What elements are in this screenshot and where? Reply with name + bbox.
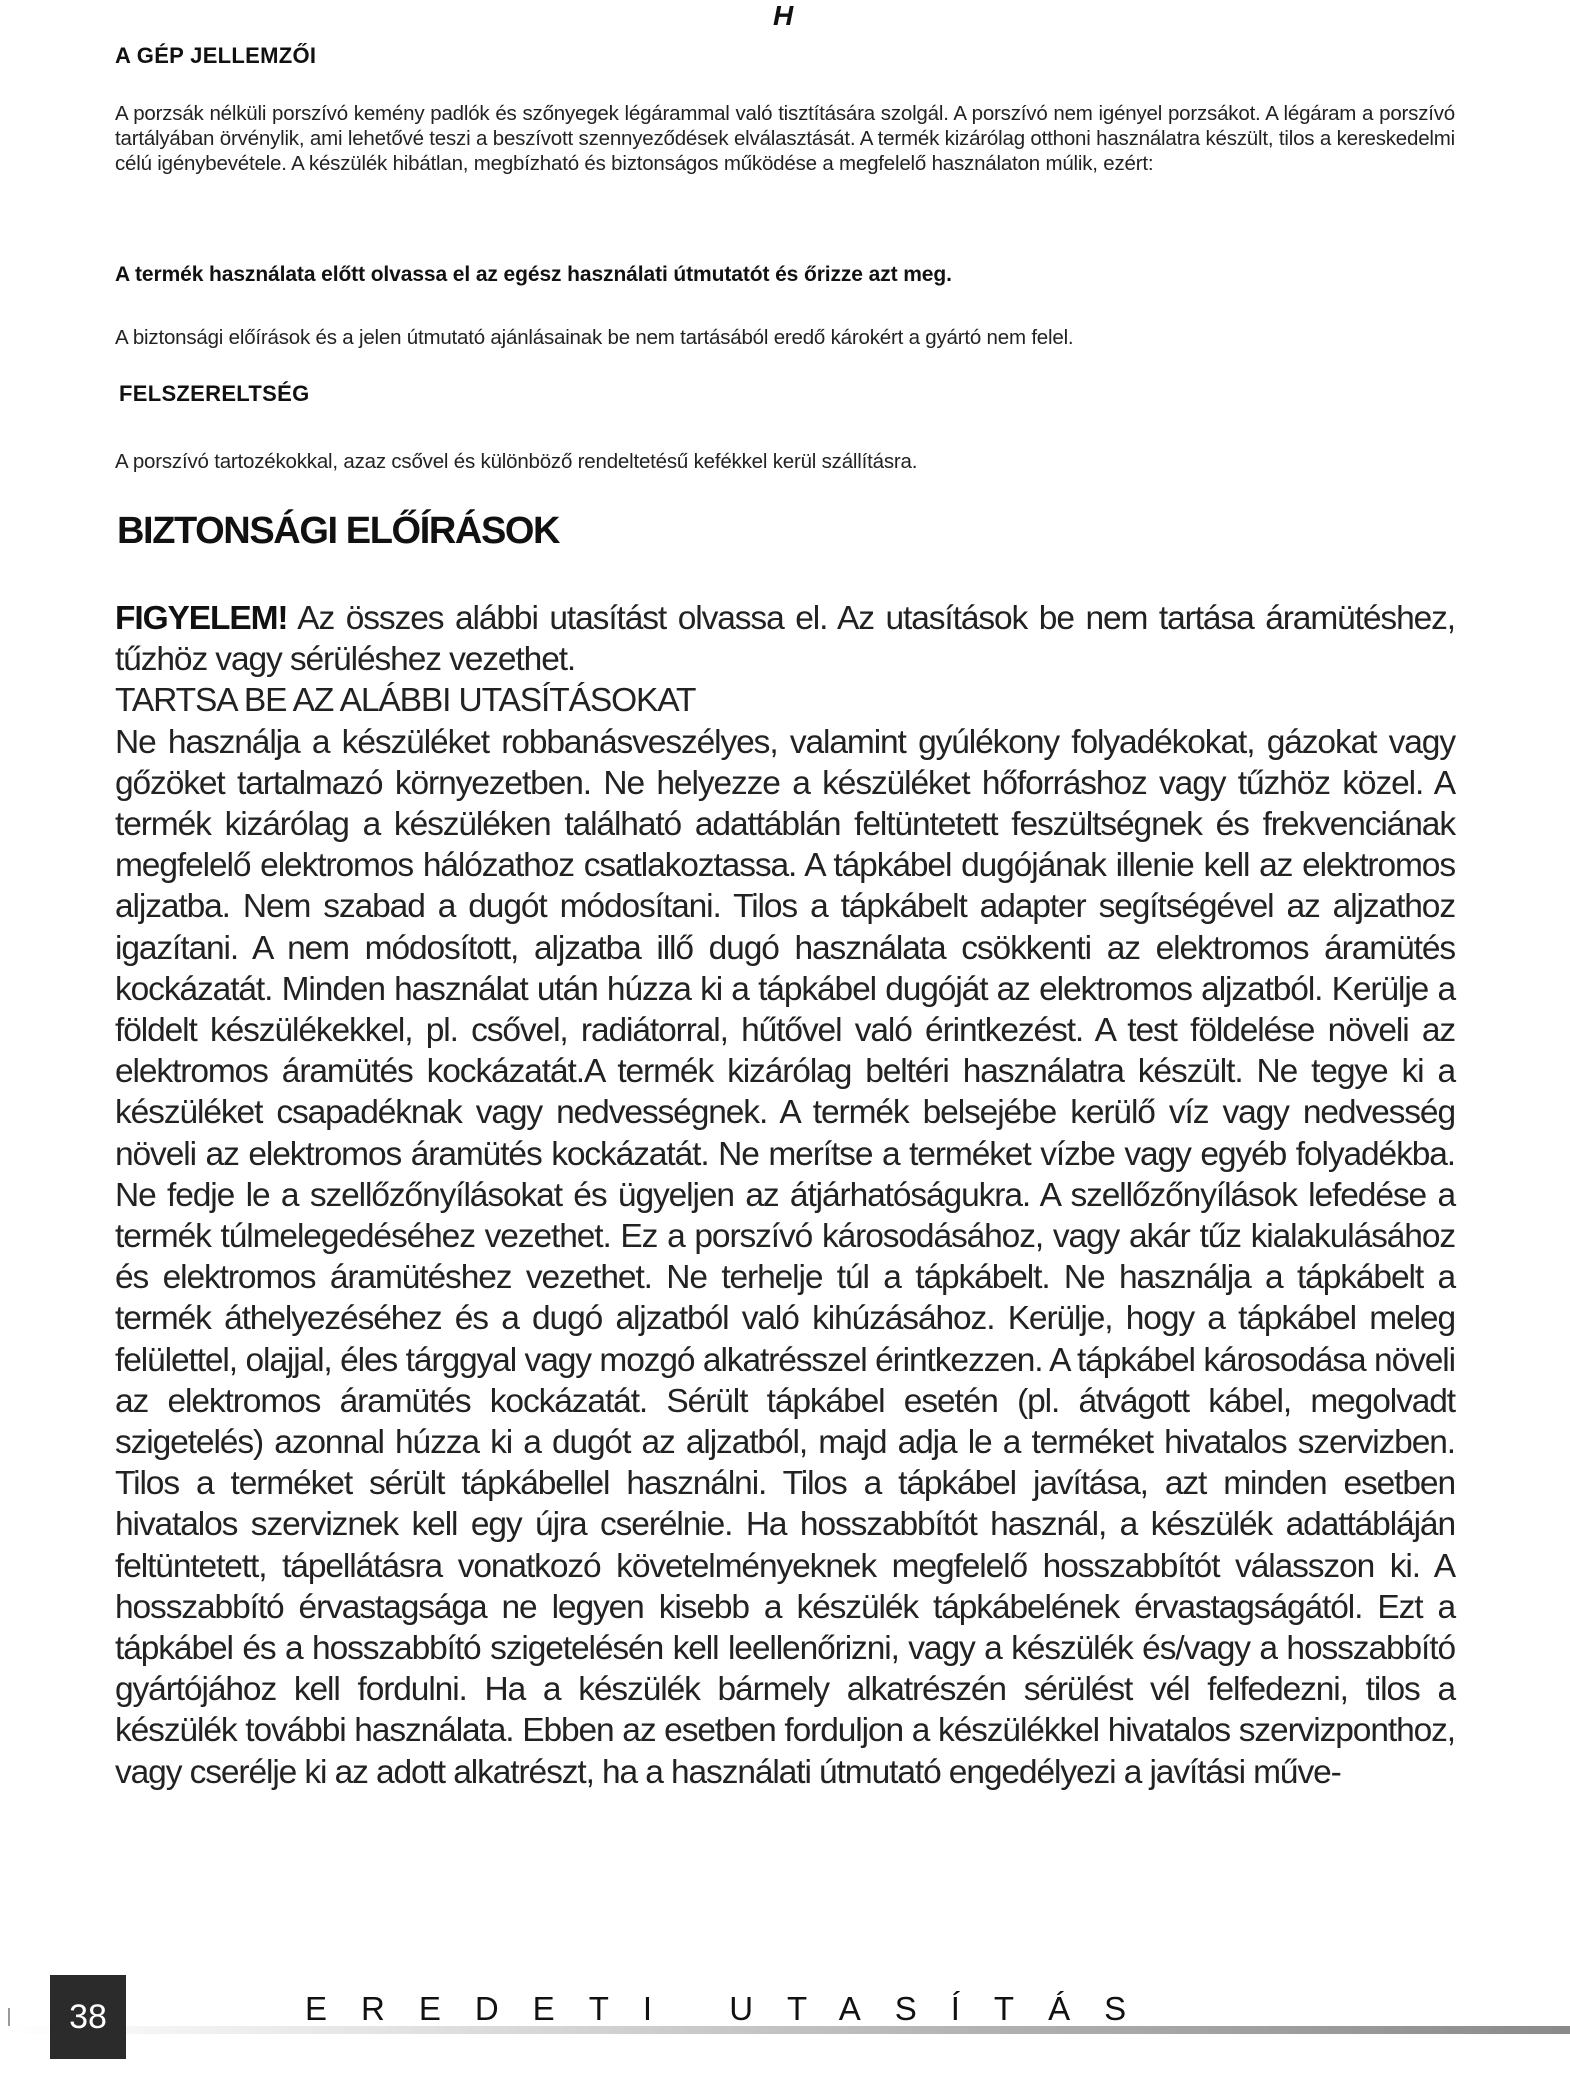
safety-title: BIZTONSÁGI ELŐÍRÁSOK: [117, 510, 560, 552]
footer-margin-mark: [8, 2008, 10, 2028]
warning-label: FIGYELEM!: [115, 600, 288, 637]
equipment-paragraph: A porszívó tartozékokkal, azaz csővel és különböző rendeltetésű kefékkel kerül szállításra.: [115, 450, 918, 473]
read-manual-note: A termék használata előtt olvassa el az egész használati útmutatót és őrizze azt meg.: [115, 263, 952, 286]
safety-text-block: [115, 598, 1455, 1793]
language-code: H: [773, 0, 794, 31]
warning-text: Az összes alábbi utasítást olvassa el. Az utasítások be nem tartása áramütéshez, tűzhöz vagy sérüléshez vezethet.: [115, 600, 1455, 679]
keep-instructions-heading: TARTSA BE AZ ALÁBBI UTASÍTÁSOKAT: [115, 682, 696, 720]
features-paragraph: A porzsák nélküli porszívó kemény padlók és szőnyegek légárammal való tisztítására szolgál. A porszívó nem igényel porzsákot. A légáram a porszívó tartályában örvénylik, ami lehetővé teszi a beszívott szennyeződések elválasztását. A termék kizárólag otthoni használatra készült, tilos a kereskedelmi célú igénybevétele. A készülék hibátlan, megbízható és biztonságos működése a megfelelő használaton múlik, ezért:: [115, 102, 1455, 175]
footer-running-text: EREDETI UTASÍTÁS: [305, 1990, 1161, 2027]
features-title: A GÉP JELLEMZŐI: [115, 43, 317, 68]
equipment-title: FELSZERELTSÉG: [119, 381, 310, 406]
liability-paragraph: A biztonsági előírások és a jelen útmutató ajánlásainak be nem tartásából eredő károkért a gyártó nem felel.: [115, 326, 1074, 349]
safety-body: Ne használja a készüléket robbanásveszélyes, valamint gyúlékony folyadékokat, gázokat vagy gőzöket tartalmazó környezetben. Ne helyezze a készüléket hőforráshoz vagy tűzhöz közel. A termék kizárólag a készüléken található adattáblán feltüntetett feszültségnek és frekvenciának megfelelő elektromos hálózathoz csatlakoztassa. A tápkábel dugójának illenie kell az elektromos aljzatba. Nem szabad a dugót módosítani. Tilos a tápkábelt adapter segítségével az aljzathoz igazítani. A nem módosított, aljzatba illő dugó használata csökkenti az elektromos áramütés kockázatát. Minden használat után húzza ki a tápkábel dugóját az elektromos aljzatból. Kerülje a földelt készülékekkel, pl. csővel, radiátorral, hűtővel való érintkezést. A test földelése növeli az elektromos áramütés kockázatát.A termék kizárólag beltéri használatra készült. Ne tegye ki a készüléket csapadéknak vagy nedvességnek. A termék belsejébe kerülő víz vagy nedvesség növeli az elektromos áramütés kockázatát. Ne merítse a terméket vízbe vagy egyéb folyadékba. Ne fedje le a szellőzőnyílásokat és ügyeljen az átjárhatóságukra. A szellőzőnyílások lefedése a termék túlmelegedéséhez vezethet. Ez a porszívó károsodásához, vagy akár tűz kialakulásához és elektromos áramütéshez vezethet. Ne terhelje túl a tápkábelt. Ne használja a tápkábelt a termék áthelyezéséhez és a dugó aljzatból való kihúzásához. Kerülje, hogy a tápkábel meleg felülettel, olajjal, éles tárggyal vagy mozgó alkatrésszel érintkezzen. A tápkábel károsodása növeli az elektromos áramütés kockázatát. Sérült tápkábel esetén (pl. átvágott kábel, megolvadt szigetelés) azonnal húzza ki a dugót az aljzatból, majd adja le a terméket hivatalos szervizben. Tilos a terméket sérült tápkábellel használni. Tilos a tápkábel javítása, azt minden esetben hivatalos szerviznek kell egy újra cserélnie. Ha hosszabbítót használ, a készülék adattábláján feltüntetett, tápellátásra vonatkozó követelményeknek megfelelő hosszabbítót válasszon ki. A hosszabbító érvastagsága ne legyen kisebb a készülék tápkábelének érvastagságától. Ezt a tápkábel és a hosszabbító szigetelésén kell leellenőrizni, vagy a készülék és/vagy a hosszabbító gyártójához kell fordulni. Ha a készülék bármely alkatrészén sérülést vél felfedezni, tilos a készülék további használata. Ebben az esetben forduljon a készülékkel hivatalos szervizponthoz, vagy cserélje ki az adott alkatrészt, ha a használati útmutató engedélyezi a javítási műve-: [115, 723, 1455, 1791]
warning-paragraph: [115, 598, 1455, 680]
page-number: 38: [50, 1975, 126, 2059]
